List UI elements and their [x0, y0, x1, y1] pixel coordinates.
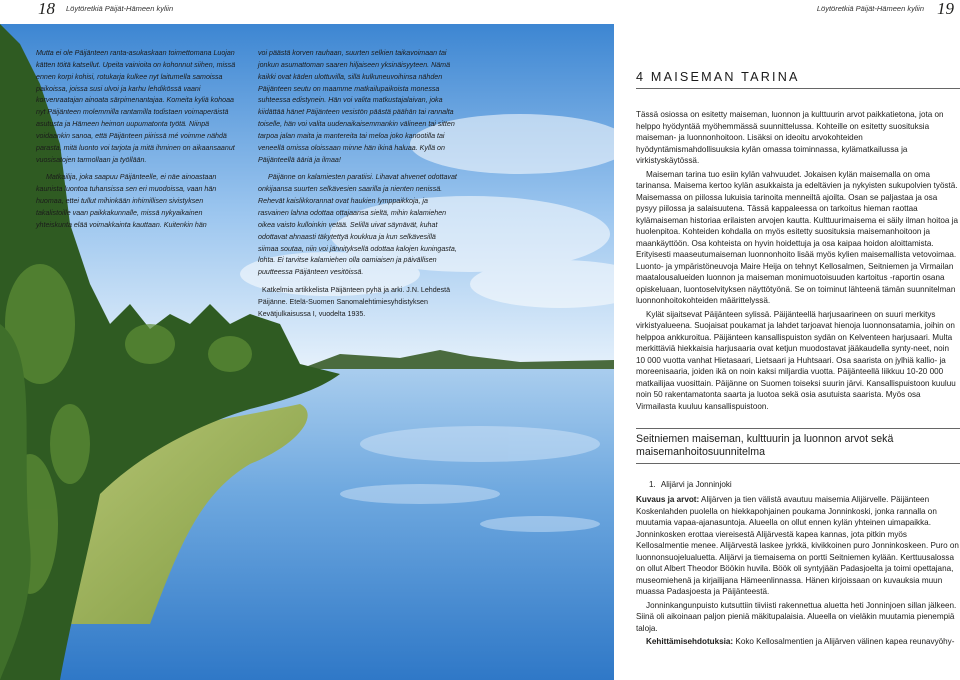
paragraph: Päijänne on kalamiesten paratiisi. Lihavat ahvenet odottavat onkijaansa suurten selkävesien saarilla ja nienten nenissä. Rehevät kaislikkorannat ovat haukien lymppaikkoja, ja rasvainen lahna odottaa ottajaansa sieltä, mihin kalamiehen oikea vaisto kulloinkin vetää. Selillä uivat säynävät, kuhat odottavat ahnaasti täkytettyä koukkua ja kun selkävesillä siimaa soutaa, niin voi jännityksellä odottaa kalojen kuningasta, lohta. Ei tarvitse kalamiehen olla oamiaisen ja päivällisen puutteessa Päijänteen vesitöissä. — [258, 173, 457, 277]
paragraph: Tässä osiossa on esitetty maiseman, luonnon ja kulttuurin arvot paikkatietona, jota on helppo hyödyntää myöhemmässä suunnittelussa. Kohteille on esitetty suosituksia maiseman- ja luonnonhoitoon. Lisäksi on ideoitu arvokohteiden hyödyntämismahdollisuuksia kylän omassa toiminnassa, kylämatkailussa ja virkistyskäytössä. — [636, 110, 944, 165]
page-header — [0, 0, 960, 22]
intro-text — [636, 109, 960, 412]
paragraph-text: Koko Kellosalmentien ja Alijärven välinen kapea reunavyöhy- — [733, 637, 955, 646]
paragraph-text: Alijärven ja tien välistä avautuu maisemia Alijärvelle. Päijänteen Koskenlahden puolella on hiekkapohjainen poukama Jonninkoski, jonka rannalla on muutamia vapaa-ajanasuntoja. Alueella on ollut ennen kylän yhteinen uimapaikka. Jonninkosken erottaa viereisestä Alijärvestä kapea kannas, jota pitkin myös Kellosalmentie menee. Alijärvestä laskee jyrkkä, kivikkoinen puro Jonninkoskeen. Puro on luonnonsuojelualuetta. Alijärvi ja tiemaisema on portti Seitniemen kylään. Kerttuusalossa on ollut Albert Theodor Böökin huvila. Böök oli syntyjään Padasjoelta ja toimi opettajana, museomiehenä ja kirjailijana Hämeenlinnassa. Hänen kirjoissaan on kuvauksia muun muassa Padasjoesta ja Päijänteestä. — [636, 495, 959, 596]
numbered-heading — [649, 480, 960, 489]
left-text-column-2 — [258, 48, 458, 327]
paragraph-label: Kehittämisehdotuksia: — [646, 637, 734, 646]
paragraph: voi päästä korven rauhaan, suurten selkien taikavoimaan tai jonkun asumattoman saaren hiljaiseen yksinäisyyteen. Nämä kaikki ovat käden ulottuvilla, sillä kulkuneuvoihinsa nähden Päijänteen seutu on maamme matkailupaikoista monessa suhteessa edistynein. Hän voi valita matkustajalaivan, joka kiidättää hänet Päijänteen vesistön päästä päähän tai rannalta toiselle, hän voi valita uudenaikaisemmankin välineen tai sitten tarpoa jalan maita ja mantereita tai meloa joko kanootilla tai veneellä omissa oloissaan minne hän ikinä haluaa. Kyllä on Päijänteellä ääriä ja ilmaa! — [258, 49, 455, 164]
chapter-title: 4 MAISEMAN TARINA — [636, 70, 960, 89]
section-subtitle: Seitniemen maiseman, kulttuurin ja luonnon arvot sekä maisemanhoitosuunnitelma — [636, 428, 960, 464]
paragraph-text: Jonninkangunpuisto kutsuttiin tiiviisti rakennettua aluetta heti Jonninjoen sillan jälkeen. Siinä oli aikoinaan paljon pieniä mäkitupalaisia. Alueella on vieläkin muutamia pienempiä taloja. — [636, 600, 957, 633]
paragraph — [636, 600, 960, 635]
left-text-column-1 — [36, 48, 236, 238]
right-page-number: 19 — [937, 0, 954, 18]
paragraph — [636, 636, 960, 648]
item-title: Alijärvi ja Jonninjoki — [660, 480, 732, 489]
paragraph: Matkailija, joka saapuu Päijänteelle, ei näe ainoastaan kaunista luontoa tuhansissa sen eri muodoissa, vaan hän huomaa, ettei tullut mihinkään inhimillisen sivistyksen takalistoille vaan paikkakunnalle, missä nykyaikainen yhteiskunta elää voimakkainta kauttaan. Kuitenkin hän — [36, 173, 217, 229]
right-running-title: Löytöretkiä Päijät-Hämeen kyliin — [816, 4, 924, 13]
paragraph-label: Kuvaus ja arvot: — [636, 495, 700, 504]
paragraph: Mutta ei ole Päijänteen ranta-asukaskaan toimettomana Luojan kätten töitä katsellut. Upeita vainioita on kohonnut siihen, missä ennen korpi kohisi, rotukarja kulkee nyt laitumella samoissa paikoissa, joissa susi ulvoi ja karhu lehdikössä vaani korvenraatajan ainoata särpimenantajaa. Komeita kyliä kohoaa nyt Päijänteen molemmilla rantamilla todistaen voimaperäistä asutusta ja Hämeen heimon uupumatonta työtä. Niinpä voidaankin sanoa, että Päijänteen piirissä mé voimme nähdä parasta, mitä luonto voi tarjota ja mitä ihminen on aikaansaanut vuosisatojen tarmollaan ja työllään. — [36, 49, 236, 164]
item-number: 1. — [649, 480, 656, 489]
left-running-title: Löytöretkiä Päijät-Hämeen kyliin — [66, 4, 174, 13]
paragraph: Kylät sijaitsevat Päijänteen sylissä. Päijänteellä harjusaarineen on suuri merkitys virkistyalueena. Suojaisat poukamat ja lahdet tarjoavat hienoja luonnonsatamia, joihin on helppoa ankkuroitua. Päijänteen kansallispuiston sydän on Kelventeen harjusaari. Multa merkittäviä hiekkaisia harjusaaria ovat ketjun muodostavat jääkaudella synty-neet, noin 10 000 vuotta vanhat Hietasaari, Lietsaari ja Huhtsaari. Osa saarista on jylhiä kallio- ja moreenisaaria, joiden ikä on noin kaksi miljardia vuotta. Päijänteellä liikkuu 10-20 000 matkailijaa vuosittain. Päijänne on Suomen toiseksi suurin järvi. Kansallispuistoon kuuluu noin 50 rakentamatonta saarta ja luotoa sekä osia asutuista saarista. Myös osa Virmailasta kuuluu kansallispuistoon. — [636, 309, 956, 411]
paragraph: Maiseman tarina tuo esiin kylän vahvuudet. Jokaisen kylän maisemalla on oma tarinansa. Maisema kertoo kylän asukkaista ja edeltävien ja nykyisten sukupolvien työstä. Maisemassa on piilossa lukuisia tarinoita menneiltä ajoilta. Osan se paljastaa ja osa pysyy piilossa ja salaisuutena. Tässä kappaleessa on tarkoitus hieman raottaa kylämaiseman historiaa erilaisten arvojen kautta. Kulttuurimaisema ei säily ilman hoitoa ja huolenpitoa. Kohteiden kohdalla on myös esitetty suosituksia maisemanhoitoon ja maankäyttöön. Osa kohteista on hyvin hoidettuja ja osa kaipaa hoidon aloittamista. Erityisesti maaseutumaiseman luonnonhoito lisää myös kylien maisemallista vetovoimaa. Luonto- ja ympäristöneuvoja Maire Heija on tehnyt Kellosalmen, Seitniemen ja Virmailan maatalousalueiden luonnon ja maiseman monimuotoisuuden kartoitus -raportin osana opiskeluaan, luontoselvityksen näyttötyönä. Se on toiminut lähteenä tämän suunnitelman luonnonhoitokohteiden määrittelyssä. — [636, 169, 958, 305]
paragraph — [636, 494, 960, 598]
source-caption: Katkelmia artikkelista Päijänteen pyhä ja arki. J.N. Lehdestä Päijänne. Etelä-Suomen Sanomalehtimiesyhdistyksen Kevätjulkaisussa I, vuodelta 1935. — [258, 286, 451, 318]
right-page — [636, 70, 960, 650]
item-text — [636, 494, 960, 648]
left-page-number: 18 — [38, 0, 55, 18]
